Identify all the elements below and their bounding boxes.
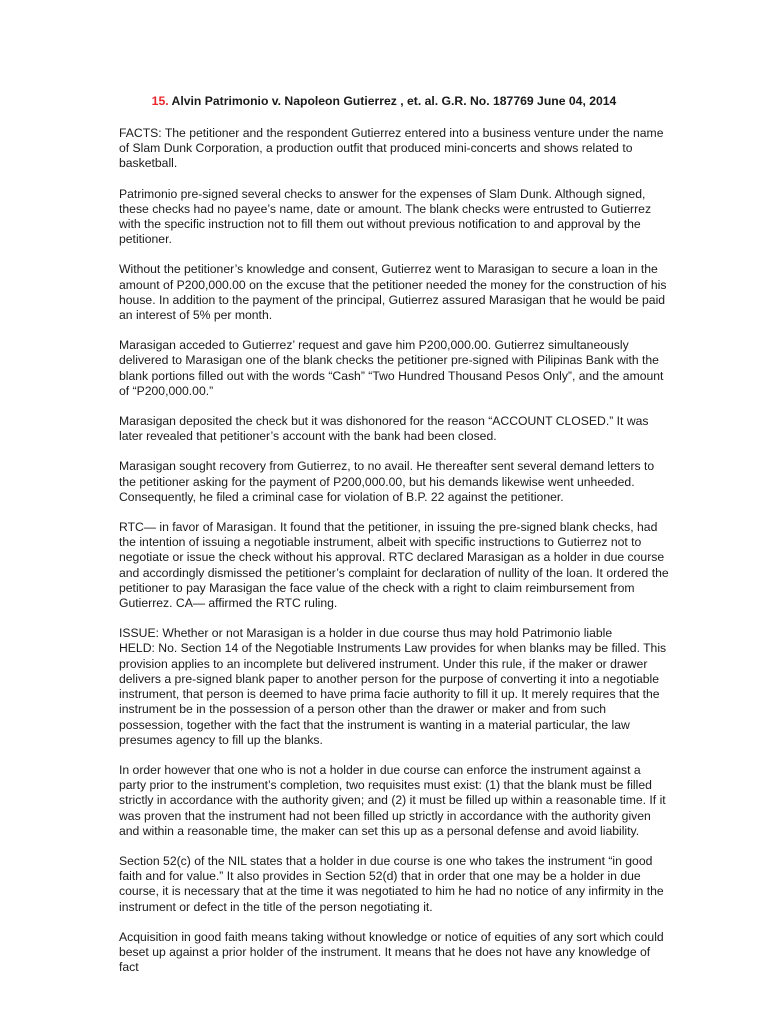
case-title — [0, 93, 768, 109]
paragraph-good-faith: Acquisition in good faith means taking without knowledge or notice of equities of any sort which could beset up against a prior holder of the instrument. It means that he does not have any knowledge of fact — [119, 929, 664, 975]
paragraph-presigned-checks: Patrimonio pre-signed several checks to answer for the expenses of Slam Dunk. Although signed, these checks had no payee’s name, date or amount. The blank checks were entrusted to Gutierrez with the specific instruction not to fill them out without previous notification to and approval by the petitioner. — [119, 186, 652, 247]
paragraph-held: HELD: No. Section 14 of the Negotiable Instruments Law provides for when blanks may be filled. This provision applies to an incomplete but delivered instrument. Under this rule, if the maker or drawer delivers a pre-signed blank paper to another person for the purpose of converting it into a negotiable instrument, that person is deemed to have prima facie authority to fill it up. It merely requires that the instrument be in the possession of a person other than the drawer or maker and from such possession, together with the fact that the instrument is wanting in a material particular, the law presumes agency to fill up the blanks. — [119, 641, 667, 747]
paragraph-check-delivery: Marasigan acceded to Gutierrez’ request and gave him P200,000.00. Gutierrez simultaneously delivered to Marasigan one of the blank checks the petitioner pre-signed with Pilipinas Bank with the blank portions filled out with the words “Cash” “Two Hundred Thousand Pesos Only”, and the amount of “P200,000.00.” — [119, 338, 664, 398]
paragraph-facts: FACTS: The petitioner and the respondent Gutierrez entered into a business venture under the name of Slam Dunk Corporation, a production outfit that produced mini-concerts and shows related to basketball. — [119, 126, 664, 171]
case-title-text: Alvin Patrimonio v. Napoleon Gutierrez , et. al. G.R. No. 187769 June 04, 2014 — [168, 94, 617, 108]
paragraph-dishonor: Marasigan deposited the check but it was dishonored for the reason “ACCOUNT CLOSED.” It was later revealed that petitioner’s account with the bank had been closed. — [119, 414, 649, 444]
paragraph-loan: Without the petitioner’s knowledge and consent, Gutierrez went to Marasigan to secure a loan in the amount of P200,000.00 on the excuse that the petitioner needed the money for the construction of his house. In addition to the payment of the principal, Gutierrez assured Marasigan that he would be paid an interest of 5% per month. — [119, 262, 667, 323]
paragraph-requisites: In order however that one who is not a holder in due course can enforce the instrument against a party prior to the instrument’s completion, two requisites must exist: (1) that the blank must be filled strictly in accordance with the authority given; and (2) it must be filled up within a reasonable time. If it was proven that the instrument had not been filled up strictly in accordance with the authority given and within a reasonable time, the maker can set this up as a personal defense and avoid liability. — [119, 762, 666, 838]
case-number: 15. — [151, 94, 169, 108]
document-body — [119, 126, 669, 975]
paragraph-issue: ISSUE: Whether or not Marasigan is a holder in due course thus may hold Patrimonio liable — [119, 626, 613, 641]
paragraph-rtc-ruling: RTC— in favor of Marasigan. It found that the petitioner, in issuing the pre-signed blank checks, had the intention of issuing a negotiable instrument, albeit with specific instructions to Gutierrez not to negotiate or issue the check without his approval. RTC declared Marasigan as a holder in due course and accordingly dismissed the petitioner’s complaint for declaration of nullity of the loan. It ordered the petitioner to pay Marasigan the face value of the check with a right to claim reimbursement from Gutierrez. CA— affirmed the RTC ruling. — [119, 520, 669, 611]
paragraph-recovery: Marasigan sought recovery from Gutierrez, to no avail. He thereafter sent several demand letters to the petitioner asking for the payment of P200,000.00, but his demands likewise went unheeded. Consequently, he filed a criminal case for violation of B.P. 22 against the petitioner. — [119, 459, 655, 504]
paragraph-section-52: Section 52(c) of the NIL states that a holder in due course is one who takes the instrument “in good faith and for value.” It also provides in Section 52(d) that in order that one may be a holder in due course, it is necessary that at the time it was negotiated to him he had no notice of any infirmity in the instrument or defect in the title of the person negotiating it. — [119, 853, 664, 914]
